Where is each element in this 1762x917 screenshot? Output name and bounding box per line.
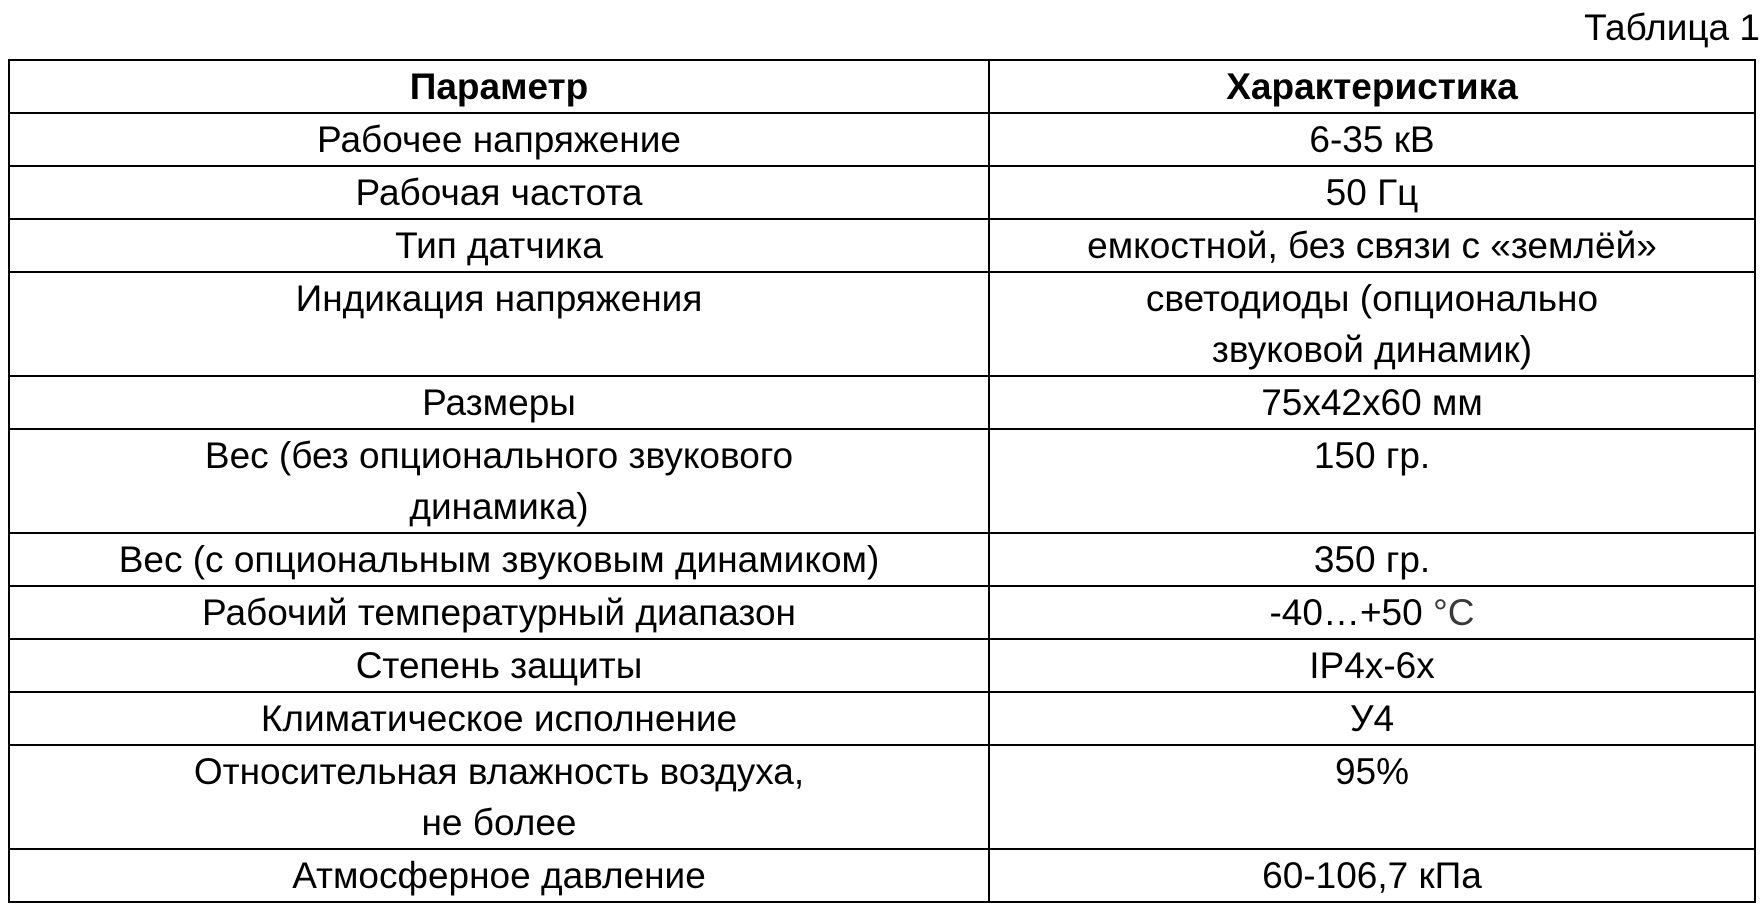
value-cell: IP4x-6x	[989, 639, 1755, 692]
table-row	[9, 639, 1755, 692]
param-line: не более	[421, 802, 577, 843]
param-cell: Размеры	[9, 376, 989, 429]
param-cell: Степень защиты	[9, 639, 989, 692]
table-row	[9, 586, 1755, 639]
param-line: Относительная влажность воздуха,	[193, 751, 805, 792]
param-line: динамика)	[409, 486, 589, 527]
param-cell	[9, 429, 989, 533]
value-cell: У4	[989, 692, 1755, 745]
spec-table	[8, 59, 1756, 903]
param-cell: Рабочий температурный диапазон	[9, 586, 989, 639]
column-header-characteristic: Характеристика	[989, 60, 1755, 113]
param-cell: Рабочее напряжение	[9, 113, 989, 166]
param-cell	[9, 745, 989, 849]
value-cell: 6-35 кВ	[989, 113, 1755, 166]
value-cell: емкостной, без связи с «землёй»	[989, 219, 1755, 272]
value-cell: 75х42х60 мм	[989, 376, 1755, 429]
table-row	[9, 272, 1755, 376]
table-row	[9, 219, 1755, 272]
param-cell: Вес (с опциональным звуковым динамиком)	[9, 533, 989, 586]
value-cell: 95%	[989, 745, 1755, 849]
value-number: -40…+50	[1269, 592, 1423, 633]
param-cell: Индикация напряжения	[9, 272, 989, 376]
value-line: звуковой динамик)	[1211, 329, 1533, 370]
value-unit: °С	[1422, 592, 1475, 633]
value-cell	[989, 586, 1755, 639]
table-row	[9, 429, 1755, 533]
value-cell: 150 гр.	[989, 429, 1755, 533]
table-row	[9, 113, 1755, 166]
table-row	[9, 376, 1755, 429]
value-cell	[989, 272, 1755, 376]
table-row	[9, 745, 1755, 849]
param-cell: Рабочая частота	[9, 166, 989, 219]
table-row	[9, 849, 1755, 902]
param-cell: Атмосферное давление	[9, 849, 989, 902]
table-header-row	[9, 60, 1755, 113]
column-header-parameter: Параметр	[9, 60, 989, 113]
param-cell: Климатическое исполнение	[9, 692, 989, 745]
table-row	[9, 533, 1755, 586]
table-row	[9, 166, 1755, 219]
value-cell: 60-106,7 кПа	[989, 849, 1755, 902]
param-cell: Тип датчика	[9, 219, 989, 272]
value-cell: 50 Гц	[989, 166, 1755, 219]
value-line: светодиоды (опционально	[1145, 278, 1599, 319]
param-line: Вес (без опционального звукового	[204, 435, 794, 476]
table-caption: Таблица 1	[1584, 7, 1760, 48]
value-cell: 350 гр.	[989, 533, 1755, 586]
table-row	[9, 692, 1755, 745]
